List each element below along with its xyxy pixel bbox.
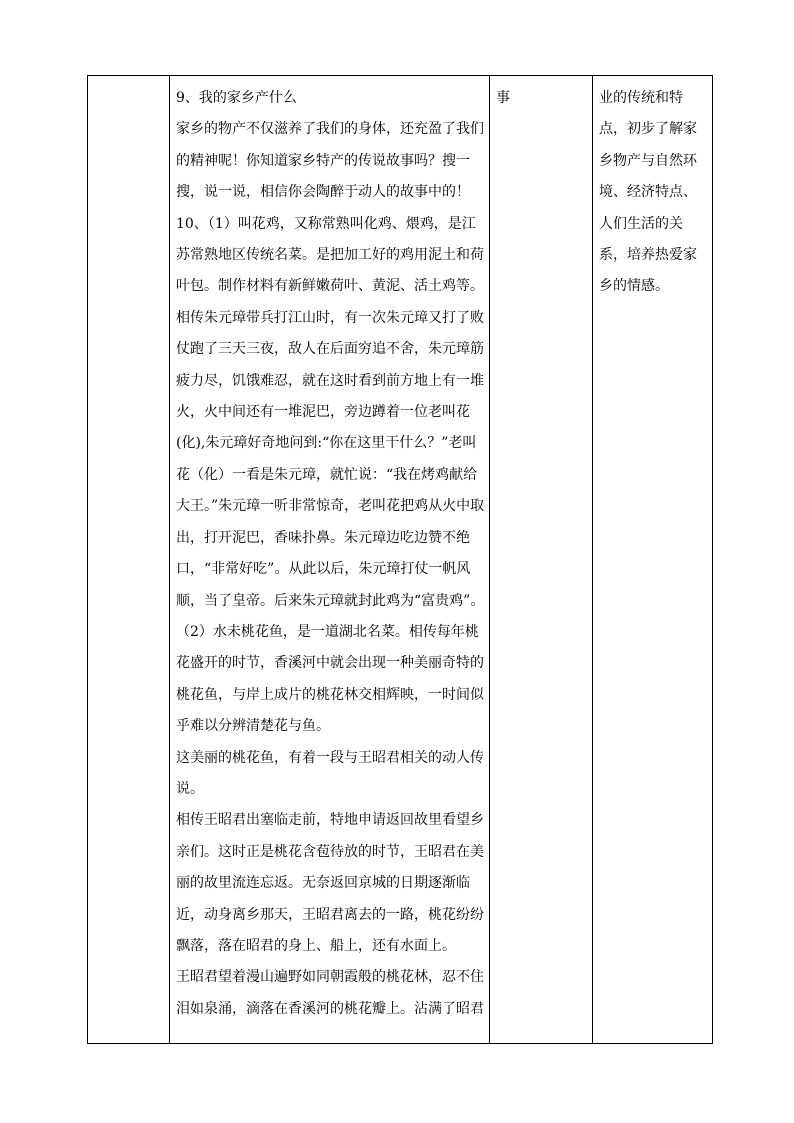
content-cell	[170, 76, 490, 1044]
goal-text: 业的传统和特点，初步了解家乡物产与自然环境、经济特点、人们生活的关系，培养热爱家乡的情感。	[599, 90, 697, 295]
activity-text: 事	[496, 90, 510, 106]
paragraph: 10、（1）叫花鸡，又称常熟叫化鸡、煨鸡，是江苏常熟地区传统名菜。是把加工好的鸡用泥土和荷叶包。制作材料有新鲜嫩荷叶、黄泥、活土鸡等。相传朱元璋带兵打江山时，有一次朱元璋又打了败仗跑了三天三夜，敌人在后面穷追不舍，朱元璋筋疲力尽，饥饿难忍，就在这时看到前方地上有一堆火，火中间还有一堆泥巴，旁边蹲着一位老叫花(化),朱元璋好奇地问到:“你在这里干什么？”老叫花（化）一看是朱元璋，就忙说：“我在烤鸡献给大王。”朱元璋一听非常惊奇，老叫花把鸡从火中取出，打开泥巴，香味扑鼻。朱元璋边吃边赞不绝口，“非常好吃”。从此以后，朱元璋打仗一帆风顺，当了皇帝。后来朱元璋就封此鸡为“富贵鸡”。	[176, 215, 485, 609]
paragraph: 这美丽的桃花鱼，有着一段与王昭君相关的动人传说。	[176, 749, 484, 797]
paragraph: 相传王昭君出塞临走前，特地申请返回故里看望乡亲们。这时正是桃花含苞待放的时节，王昭君在美丽的故里流连忘返。无奈返回京城的日期逐渐临近，动身离乡那天，王昭君离去的一路，桃花纷纷飘落，落在昭君的身上、船上，还有水面上。	[176, 812, 484, 954]
paragraph: 家乡的物产不仅滋养了我们的身体，还充盈了我们的精神呢！你知道家乡特产的传说故事吗？搜一搜，说一说，相信你会陶醉于动人的故事中的！	[176, 121, 484, 201]
paragraph: 9、我的家乡产什么	[176, 90, 297, 106]
content-body	[170, 76, 489, 1025]
goal-cell	[593, 76, 713, 1044]
empty-cell	[88, 76, 170, 1044]
lesson-plan-table	[87, 75, 713, 1044]
activity-cell	[490, 76, 593, 1044]
paragraph: （2）水未桃花鱼，是一道湖北名菜。相传每年桃花盛开的时节，香溪河中就会出现一种美丽奇特的桃花鱼，与岸上成片的桃花林交相辉映，一时间似乎难以分辨清楚花与鱼。	[176, 623, 484, 735]
table-row	[88, 76, 713, 1044]
paragraph: 王昭君望着漫山遍野如同朝霞般的桃花林，忍不住泪如泉涌，滴落在香溪河的桃花瓣上。沾满了昭君	[176, 969, 484, 1017]
